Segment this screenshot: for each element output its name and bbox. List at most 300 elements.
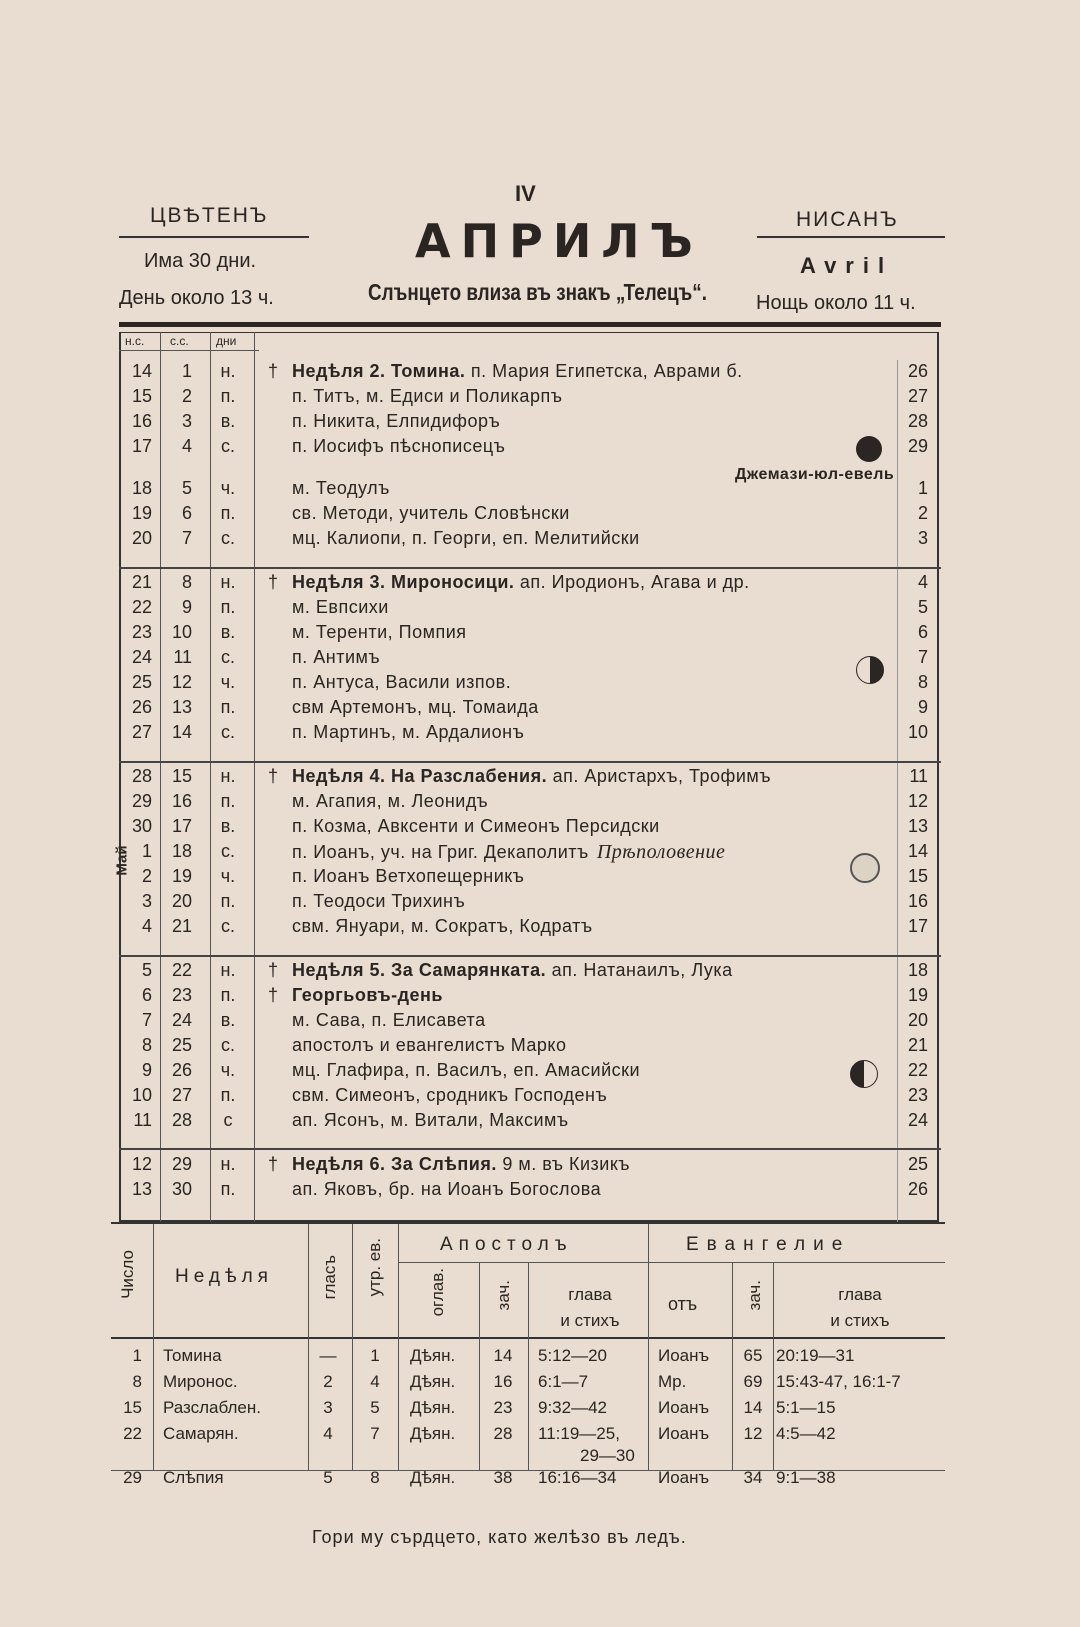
saints-names: м. Агапия, м. Леонидъ <box>292 791 489 811</box>
reading-apostle-zach: 38 <box>493 1468 513 1487</box>
saints-names: п. Иоанъ, уч. на Григ. Декаполитъ <box>292 842 589 862</box>
new-style-date: 6 <box>141 985 152 1005</box>
hijri-date: 10 <box>907 722 928 742</box>
reading-week: Миронос. <box>163 1372 238 1391</box>
weekday: п. <box>220 1179 236 1199</box>
saints-entry <box>292 361 743 382</box>
readings-head-tone: гласъ <box>320 1255 339 1300</box>
days-count: Има 30 дни. <box>144 250 257 272</box>
saints-entry <box>292 985 443 1006</box>
reading-matins: 8 <box>370 1468 380 1487</box>
reading-evangel-chapter: 9:1—38 <box>776 1468 836 1487</box>
weekday: п. <box>220 791 236 811</box>
feast-title: Недѣля 6. За Слѣпия. <box>292 1154 497 1174</box>
old-style-date: 21 <box>171 916 192 936</box>
old-style-date: 23 <box>171 985 192 1005</box>
reading-day: 22 <box>123 1424 142 1443</box>
readings-head-number: Число <box>118 1250 137 1299</box>
readings-head-evangel: Евангелие <box>686 1234 851 1255</box>
new-style-date: 10 <box>131 1085 152 1105</box>
hijri-date: 6 <box>917 622 928 642</box>
calendar-row <box>120 361 940 385</box>
reading-matins: 7 <box>370 1424 380 1443</box>
old-style-date: 1 <box>181 361 192 381</box>
old-style-date: 3 <box>181 411 192 431</box>
reading-apostle-chapter: 9:32—42 <box>538 1398 607 1417</box>
hijri-date: 15 <box>907 866 928 886</box>
feast-cross-icon: † <box>268 985 279 1005</box>
saints-names: п. Антуса, Васили изпов. <box>292 672 512 692</box>
hijri-date: 18 <box>907 960 928 980</box>
hijri-date: 19 <box>907 985 928 1005</box>
weekday: ч. <box>220 672 236 692</box>
saints-entry <box>292 572 750 593</box>
calendar-row <box>120 1110 940 1134</box>
hijri-date: 3 <box>917 528 928 548</box>
readings-top-rule <box>111 1222 945 1224</box>
weekday: в. <box>220 622 236 642</box>
calendar-row <box>120 891 940 915</box>
reading-row <box>0 1372 901 1396</box>
feast-title: Недѣля 4. На Разслабения. <box>292 766 548 786</box>
weekday: в. <box>220 411 236 431</box>
weekday: с. <box>220 436 235 456</box>
saints-entry <box>292 597 389 618</box>
col-header-rule <box>119 350 259 351</box>
reading-evangel-book: Иоанъ <box>658 1398 710 1417</box>
reading-tone: 3 <box>323 1398 333 1417</box>
new-style-date: 29 <box>131 791 152 811</box>
week-separator <box>119 955 941 957</box>
readings-head-ev-ch: глава и стихъ <box>830 1285 890 1330</box>
reading-apostle-book: Дѣян. <box>410 1424 456 1443</box>
old-style-date: 8 <box>181 572 192 592</box>
reading-evangel-zach: 34 <box>743 1468 763 1487</box>
reading-row <box>0 1468 834 1492</box>
new-style-date: 12 <box>131 1154 152 1174</box>
new-style-date: 4 <box>141 916 152 936</box>
calendar-row <box>120 697 940 721</box>
new-style-date: 1 <box>141 841 152 861</box>
new-style-date: 11 <box>133 1110 152 1130</box>
new-style-date: 27 <box>131 722 152 742</box>
zodiac-note: Слънцето влиза въ знакъ „Телецъ“. <box>368 279 707 305</box>
new-style-date: 7 <box>141 1010 152 1030</box>
saints-entry <box>292 1060 640 1081</box>
saints-entry <box>292 478 390 499</box>
feast-note: Прѣполовение <box>596 841 726 863</box>
saints-names: ап. Иродионъ, Агава и др. <box>514 572 750 592</box>
saints-names: м. Евпсихи <box>292 597 389 617</box>
readings-subheader-rule <box>398 1262 945 1263</box>
divider <box>757 236 945 238</box>
old-style-date: 11 <box>173 647 192 667</box>
hijri-date: 7 <box>917 647 928 667</box>
hijri-date: 2 <box>917 503 928 523</box>
new-style-date: 17 <box>131 436 152 456</box>
reading-row <box>0 1346 855 1370</box>
saints-entry <box>292 1010 486 1031</box>
reading-evangel-book: Мр. <box>658 1372 687 1391</box>
reading-week: Самарян. <box>163 1424 239 1443</box>
hijri-date: 16 <box>907 891 928 911</box>
saints-names: п. Титъ, м. Едиси и Поликарпъ <box>292 386 563 406</box>
new-style-date: 20 <box>131 528 152 548</box>
hijri-date: 22 <box>907 1060 928 1080</box>
calendar-row <box>120 411 940 435</box>
calendar-row <box>120 916 940 940</box>
saints-entry <box>292 503 570 524</box>
calendar-row <box>120 791 940 815</box>
old-style-date: 26 <box>171 1060 192 1080</box>
hijri-date: 27 <box>907 386 928 406</box>
saints-entry <box>292 1110 569 1131</box>
calendar-row <box>120 572 940 596</box>
saints-names: п. Иосифъ пѣснописецъ <box>292 436 506 456</box>
hijri-date: 17 <box>907 916 928 936</box>
old-style-date: 27 <box>171 1085 192 1105</box>
week-separator <box>119 1148 941 1150</box>
old-style-date: 22 <box>171 960 192 980</box>
new-style-date: 16 <box>131 411 152 431</box>
reading-evangel-chapter: 5:1—15 <box>776 1398 836 1417</box>
saints-entry <box>292 436 505 457</box>
weekday: н. <box>220 361 236 381</box>
reading-day: 1 <box>132 1346 142 1365</box>
month-number: IV <box>515 181 536 206</box>
col-header-ns: н.с. <box>125 334 145 348</box>
calendar-row <box>120 647 940 671</box>
reading-week: Томина <box>163 1346 222 1365</box>
old-style-date: 12 <box>171 672 192 692</box>
week-separator <box>119 567 941 569</box>
reading-apostle-zach: 14 <box>493 1346 513 1365</box>
old-style-date: 4 <box>181 436 192 456</box>
reading-apostle-chapter: 6:1—7 <box>538 1372 589 1391</box>
hijri-date: 25 <box>907 1154 928 1174</box>
old-style-date: 10 <box>171 622 192 642</box>
old-style-date: 30 <box>171 1179 192 1199</box>
reading-apostle-book: Дѣян. <box>410 1372 456 1391</box>
reading-apostle-zach: 28 <box>493 1424 513 1443</box>
week-separator <box>119 761 941 763</box>
calendar-row <box>120 1085 940 1109</box>
feast-cross-icon: † <box>268 361 279 381</box>
weekday: п. <box>220 891 236 911</box>
saints-entry <box>292 1035 567 1056</box>
reading-apostle-chapter: 11:19—25, <box>538 1424 620 1443</box>
calendar-row <box>120 1060 940 1084</box>
old-style-date: 19 <box>171 866 192 886</box>
saints-entry <box>292 1085 607 1106</box>
saints-names: п. Антимъ <box>292 647 381 667</box>
feast-title: Недѣля 2. Томина. <box>292 361 466 381</box>
feast-cross-icon: † <box>268 960 279 980</box>
reading-tone: 4 <box>323 1424 333 1443</box>
old-style-date: 28 <box>171 1110 192 1130</box>
french-month-name: Avril <box>800 253 894 278</box>
reading-evangel-zach: 12 <box>743 1424 763 1443</box>
hijri-date: 23 <box>907 1085 928 1105</box>
old-style-date: 6 <box>181 503 192 523</box>
new-style-date: 24 <box>131 647 152 667</box>
saints-entry <box>292 647 380 668</box>
saints-entry <box>292 672 511 693</box>
col-header-days: дни <box>216 334 237 348</box>
saints-entry <box>292 891 465 912</box>
old-style-date: 24 <box>171 1010 192 1030</box>
weekday: ч. <box>220 478 236 498</box>
old-style-date: 5 <box>181 478 192 498</box>
calendar-row <box>120 528 940 552</box>
reading-day: 8 <box>132 1372 142 1391</box>
weekday: с <box>223 1110 233 1130</box>
calendar-row <box>120 866 940 890</box>
feast-cross-icon: † <box>268 572 279 592</box>
reading-apostle-zach: 23 <box>493 1398 513 1417</box>
saints-names: свм. Януари, м. Сократъ, Кодратъ <box>292 916 593 936</box>
saints-entry <box>292 386 562 407</box>
hijri-date: 29 <box>907 436 928 456</box>
readings-head-ap-ch: глава и стихъ <box>560 1285 620 1330</box>
saints-entry <box>292 816 660 837</box>
hijri-date: 26 <box>907 361 928 381</box>
calendar-row <box>120 672 940 696</box>
saints-names: п. Никита, Елпидифоръ <box>292 411 501 431</box>
saints-entry <box>292 791 488 812</box>
feast-title: Недѣля 5. За Самарянката. <box>292 960 547 980</box>
reading-tone: 2 <box>323 1372 333 1391</box>
saints-names: м. Сава, п. Елисавета <box>292 1010 486 1030</box>
saints-entry <box>292 916 593 937</box>
readings-head-ap-src: оглав. <box>428 1268 447 1317</box>
reading-apostle-chapter-cont: 29—30 <box>580 1446 635 1465</box>
weekday: п. <box>220 597 236 617</box>
new-style-date: 15 <box>131 386 152 406</box>
calendar-row <box>120 1179 940 1203</box>
feast-title: Недѣля 3. Мироносици. <box>292 572 515 592</box>
saints-names: мц. Калиопи, п. Георги, еп. Мелитийски <box>292 528 640 548</box>
weekday: в. <box>220 1010 236 1030</box>
reading-evangel-book: Иоанъ <box>658 1346 710 1365</box>
divider <box>119 236 309 238</box>
reading-tone: — <box>319 1346 337 1365</box>
hijri-date: 12 <box>907 791 928 811</box>
old-style-date: 20 <box>171 891 192 911</box>
reading-evangel-zach: 14 <box>743 1398 763 1417</box>
saints-names: ап. Яковъ, бр. на Иоанъ Богослова <box>292 1179 602 1199</box>
reading-apostle-chapter: 16:16—34 <box>538 1468 617 1487</box>
reading-matins: 1 <box>370 1346 380 1365</box>
readings-head-week: Недѣля <box>175 1266 273 1287</box>
new-style-date: 26 <box>131 697 152 717</box>
readings-head-apostle: Апостолъ <box>440 1234 573 1255</box>
weekday: н. <box>220 1154 236 1174</box>
may-label: Май <box>113 845 131 876</box>
saints-entry <box>292 841 725 864</box>
saints-entry <box>292 1179 601 1200</box>
saints-entry <box>292 411 500 432</box>
weekday: с. <box>220 528 235 548</box>
old-style-date: 13 <box>171 697 192 717</box>
new-style-date: 13 <box>131 1179 152 1199</box>
readings-head-ev-zach: зач. <box>745 1280 764 1311</box>
old-style-date: 2 <box>181 386 192 406</box>
weekday: п. <box>220 503 236 523</box>
saints-entry <box>292 528 640 549</box>
saints-names: п. Козма, Авксенти и Симеонъ Персидски <box>292 816 660 836</box>
saints-names: м. Теодулъ <box>292 478 390 498</box>
new-style-date: 14 <box>131 361 152 381</box>
readings-head-matins: утр. ев. <box>365 1238 384 1297</box>
reading-evangel-zach: 69 <box>743 1372 763 1391</box>
calendar-row <box>120 1010 940 1034</box>
new-style-date: 23 <box>131 622 152 642</box>
day-length: День около 13 ч. <box>119 287 274 309</box>
saints-names: п. Мартинъ, м. Ардалионъ <box>292 722 525 742</box>
reading-matins: 4 <box>370 1372 380 1391</box>
slavic-month-name: ЦВѢТЕНЪ <box>150 204 269 227</box>
reading-evangel-book: Иоанъ <box>658 1468 710 1487</box>
old-style-date: 29 <box>171 1154 192 1174</box>
weekday: п. <box>220 386 236 406</box>
saints-names: ап. Аристархъ, Трофимъ <box>547 766 772 786</box>
hijri-date: 20 <box>907 1010 928 1030</box>
reading-week: Разслаблен. <box>163 1398 261 1417</box>
reading-apostle-book: Дѣян. <box>410 1346 456 1365</box>
saints-entry <box>292 960 733 981</box>
hijri-date: 14 <box>907 841 928 861</box>
weekday: п. <box>220 697 236 717</box>
hijri-date: 24 <box>907 1110 928 1130</box>
saints-names: св. Методи, учитель Словѣнски <box>292 503 570 523</box>
calendar-row <box>120 386 940 410</box>
new-style-date: 2 <box>141 866 152 886</box>
saints-names: свм. Симеонъ, сродникъ Господенъ <box>292 1085 608 1105</box>
calendar-row <box>120 597 940 621</box>
old-style-date: 15 <box>171 766 192 786</box>
hijri-date: 26 <box>907 1179 928 1199</box>
calendar-row <box>120 622 940 646</box>
hijri-date: 9 <box>917 697 928 717</box>
weekday: с. <box>220 647 235 667</box>
saints-entry <box>292 1154 630 1175</box>
readings-head-ap-zach: зач. <box>494 1280 513 1311</box>
saints-entry <box>292 722 524 743</box>
weekday: п. <box>220 985 236 1005</box>
feast-title: Георгьовъ-день <box>292 985 443 1005</box>
reading-row <box>0 1398 834 1422</box>
saints-names: м. Теренти, Помпия <box>292 622 467 642</box>
reading-tone: 5 <box>323 1468 333 1487</box>
reading-apostle-book: Дѣян. <box>410 1398 456 1417</box>
header-rule <box>119 322 941 327</box>
saints-names: мц. Глафира, п. Василъ, еп. Амасийски <box>292 1060 641 1080</box>
reading-matins: 5 <box>370 1398 380 1417</box>
reading-apostle-zach: 16 <box>493 1372 513 1391</box>
new-style-date: 22 <box>131 597 152 617</box>
new-style-date: 21 <box>131 572 152 592</box>
new-style-date: 19 <box>131 503 152 523</box>
old-style-date: 14 <box>171 722 192 742</box>
night-length: Нощь около 11 ч. <box>756 292 916 314</box>
saints-names: свм Артемонъ, мц. Томаида <box>292 697 539 717</box>
weekday: н. <box>220 960 236 980</box>
saints-names: п. Теодоси Трихинъ <box>292 891 466 911</box>
reading-row <box>0 1424 836 1465</box>
reading-evangel-chapter: 20:19—31 <box>776 1346 855 1365</box>
hijri-date: 28 <box>907 411 928 431</box>
reading-evangel-book: Иоанъ <box>658 1424 710 1443</box>
saints-entry <box>292 697 539 718</box>
calendar-row <box>120 436 940 460</box>
hijri-date: 11 <box>909 766 928 786</box>
weekday: с. <box>220 722 235 742</box>
calendar-row <box>120 478 940 502</box>
weekday: в. <box>220 816 236 836</box>
weekday: с. <box>220 916 235 936</box>
calendar-row <box>120 985 940 1009</box>
saints-names: 9 м. въ Кизикъ <box>496 1154 630 1174</box>
saints-names: ап. Натанаилъ, Лука <box>546 960 733 980</box>
calendar-row <box>120 841 940 865</box>
new-style-date: 30 <box>131 816 152 836</box>
feast-cross-icon: † <box>268 1154 279 1174</box>
saints-names: п. Иоанъ Ветхопещерникъ <box>292 866 525 886</box>
hijri-date: 4 <box>917 572 928 592</box>
saints-entry <box>292 622 467 643</box>
reading-week: Слѣпия <box>163 1468 224 1487</box>
hijri-date: 21 <box>907 1035 928 1055</box>
proverb-footer: Гори му сърдцето, като желѣзо въ ледъ. <box>312 1527 687 1547</box>
weekday: с. <box>220 841 235 861</box>
calendar-row <box>120 960 940 984</box>
hijri-date: 1 <box>917 478 928 498</box>
old-style-date: 16 <box>171 791 192 811</box>
new-style-date: 8 <box>141 1035 152 1055</box>
old-style-date: 9 <box>181 597 192 617</box>
hijri-date: 8 <box>917 672 928 692</box>
saints-names: апостолъ и евангелистъ Марко <box>292 1035 567 1055</box>
hijri-date: 13 <box>907 816 928 836</box>
weekday: н. <box>220 766 236 786</box>
weekday: с. <box>220 1035 235 1055</box>
old-style-date: 18 <box>171 841 192 861</box>
calendar-row <box>120 722 940 746</box>
reading-day: 15 <box>123 1398 142 1417</box>
saints-names: п. Мария Египетска, Аврами б. <box>465 361 743 381</box>
saints-entry <box>292 766 771 787</box>
hebrew-month-name: НИСАНЪ <box>796 208 899 231</box>
calendar-row <box>120 816 940 840</box>
readings-head-ev-src: отъ <box>668 1294 698 1314</box>
new-style-date: 28 <box>131 766 152 786</box>
col-header-ss: с.с. <box>170 334 189 348</box>
weekday: ч. <box>220 1060 236 1080</box>
hijri-date: 5 <box>917 597 928 617</box>
hijri-month-note: Джемази-юл-евель <box>735 466 895 483</box>
reading-evangel-chapter: 4:5—42 <box>776 1424 836 1443</box>
new-style-date: 18 <box>131 478 152 498</box>
weekday: ч. <box>220 866 236 886</box>
new-style-date: 3 <box>141 891 152 911</box>
calendar-row <box>120 1154 940 1178</box>
calendar-row <box>120 1035 940 1059</box>
old-style-date: 25 <box>171 1035 192 1055</box>
old-style-date: 7 <box>181 528 192 548</box>
reading-evangel-chapter: 15:43-47, 16:1-7 <box>776 1372 901 1391</box>
reading-evangel-zach: 65 <box>743 1346 763 1365</box>
